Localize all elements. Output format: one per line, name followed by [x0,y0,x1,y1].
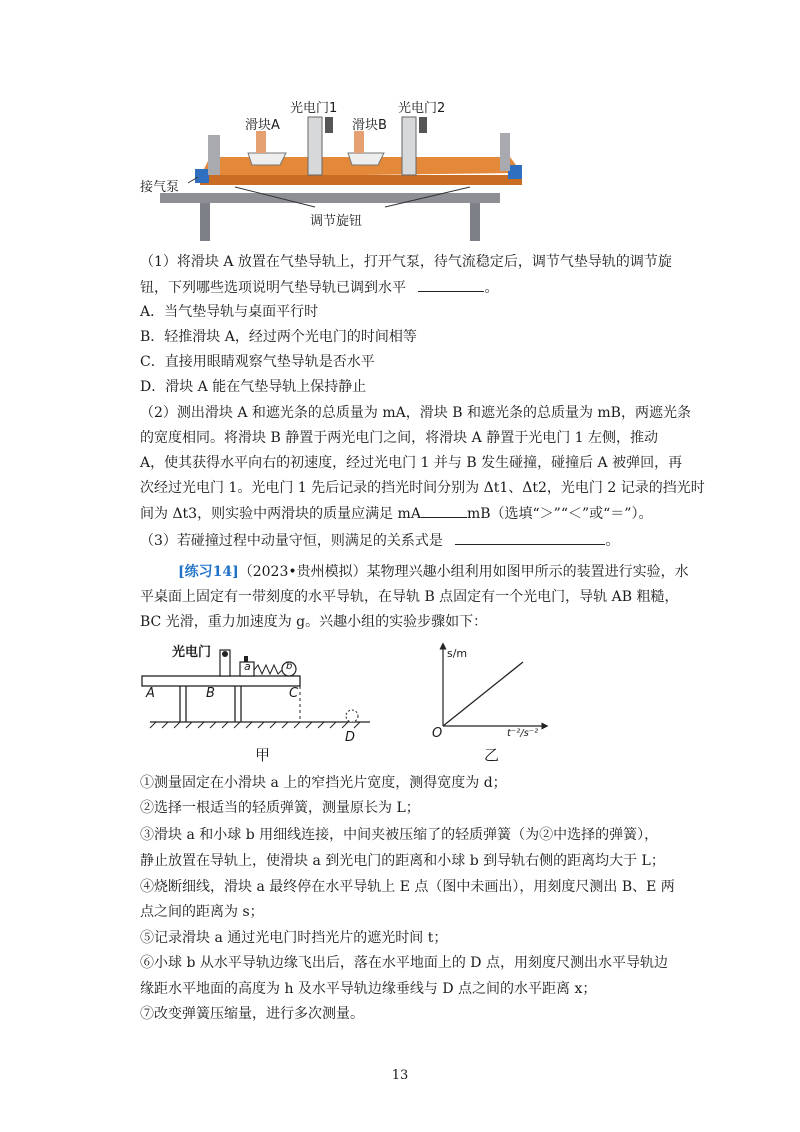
figure-yi-graph [425,640,555,740]
step-6-line1: ⑥小球 b 从水平导轨边缘飞出后，落在水平地面上的 D 点，用刻度尺测出水平导轨边 [140,955,668,971]
q3-end: 。 [605,533,620,549]
step-3-line2: 静止放置在导轨上，使滑块 a 到光电门的距离和小球 b 到导轨右侧的距离均大于 L； [140,853,665,869]
step-4-line2: 点之间的距离为 s； [140,904,264,920]
step-3-line1: ③滑块 a 和小球 b 用细线连接，中间夹被压缩了的轻质弹簧（为②中选择的弹簧）， [140,827,659,843]
jia-B-label: B [206,686,215,701]
q2-line5 [140,503,652,524]
q1-option-d: D．滑块 A 能在气垫导轨上保持静止 [140,379,367,395]
q2-line2: 的宽度相同。将滑块 B 静置于两光电门之间，将滑块 A 静置于光电门 1 左侧，推动 [140,430,659,446]
pump-label: 接气泵 [140,180,180,195]
jia-D-label: D [345,730,356,745]
jia-a-label: a [244,660,251,673]
step-4-line1: ④烧断细线，滑块 a 最终停在水平导轨上 E 点（图中未画出），用刻度尺测出 B、E 两 [140,879,675,895]
q2-line4: 次经过光电门 1。光电门 1 先后记录的挡光时间分别为 Δt1、Δt2，光电门 2 记录的挡光时 [140,480,705,496]
q3-text: （3）若碰撞过程中动量守恒，则满足的关系式是 [140,533,443,549]
step-2: ②选择一根适当的轻质弹簧，测量原长为 L； [140,800,420,816]
q1-stem-line2-end: 。 [484,280,499,296]
q1-option-a: A．当气垫导轨与桌面平行时 [140,304,319,320]
yi-x-axis-label: t⁻²/s⁻² [507,728,539,739]
q1-stem-line2 [140,277,498,298]
q2-line3: A，使其获得水平向右的初速度，经过光电门 1 并与 B 发生碰撞，碰撞后 A 被弹回，再 [140,455,683,471]
caption-jia: 甲 [255,746,271,764]
q1-answer-blank[interactable] [418,277,484,292]
practice-line1 [178,562,689,582]
jia-gate-label: 光电门 [172,645,212,660]
q2-line5-text: 间为 Δt3，则实验中两滑块的质量应满足 mA [140,506,421,522]
step-6-line2: 缘距水平地面的高度为 h 及水平导轨边缘垂线与 D 点之间的水平距离 x； [140,981,597,997]
knob-label: 调节旋钮 [310,214,363,229]
step-5: ⑤记录滑块 a 通过光电门时挡光片的遮光时间 t； [140,930,448,946]
caption-yi: 乙 [484,746,500,764]
practice-line3: BC 光滑，重力加速度为 g。兴趣小组的实验步骤如下： [140,614,488,630]
gate2-label: 光电门2 [398,101,446,116]
yi-origin-label: O [432,726,443,741]
q2-line1: （2）测出滑块 A 和遮光条的总质量为 mA，滑块 B 和遮光条的总质量为 mB，两遮光条 [140,405,691,421]
q1-option-b: B．轻推滑块 A，经过两个光电门的时间相等 [140,329,417,345]
sliderB-label: 滑块B [352,118,387,133]
gate1-label: 光电门1 [290,101,338,116]
practice-tag: [练习14] [178,564,239,580]
jia-C-label: C [289,686,299,701]
q2-line5-end: mB（选填“＞”“＜”或“＝”）。 [466,506,653,522]
q3-line [140,530,619,551]
jia-b-label: b [286,661,293,672]
q2-answer-blank[interactable] [421,503,467,518]
page-number: 13 [391,1068,409,1083]
step-7: ⑦改变弹簧压缩量，进行多次测量。 [140,1006,364,1022]
practice-line1-text: （2023•贵州模拟）某物理兴趣小组利用如图甲所示的装置进行实验，水 [238,564,689,580]
jia-A-label: A [146,686,155,701]
q1-option-c: C．直接用眼睛观察气垫导轨是否水平 [140,354,375,370]
q1-stem-line1: （1）将滑块 A 放置在气垫导轨上，打开气泵，待气流稳定后，调节气垫导轨的调节旋 [140,254,672,270]
yi-y-axis-label: s/m [447,647,468,660]
sliderA-label: 滑块A [245,118,280,133]
q1-stem-line2-text: 钮，下列哪些选项说明气垫导轨已调到水平 [140,280,406,296]
step-1: ①测量固定在小滑块 a 上的窄挡光片宽度，测得宽度为 d； [140,775,507,791]
practice-line2: 平桌面上固定有一带刻度的水平导轨，在导轨 B 点固定有一个光电门，导轨 AB 粗糙， [140,589,679,605]
q3-answer-blank[interactable] [455,530,605,545]
yi-graph-line [443,662,523,726]
